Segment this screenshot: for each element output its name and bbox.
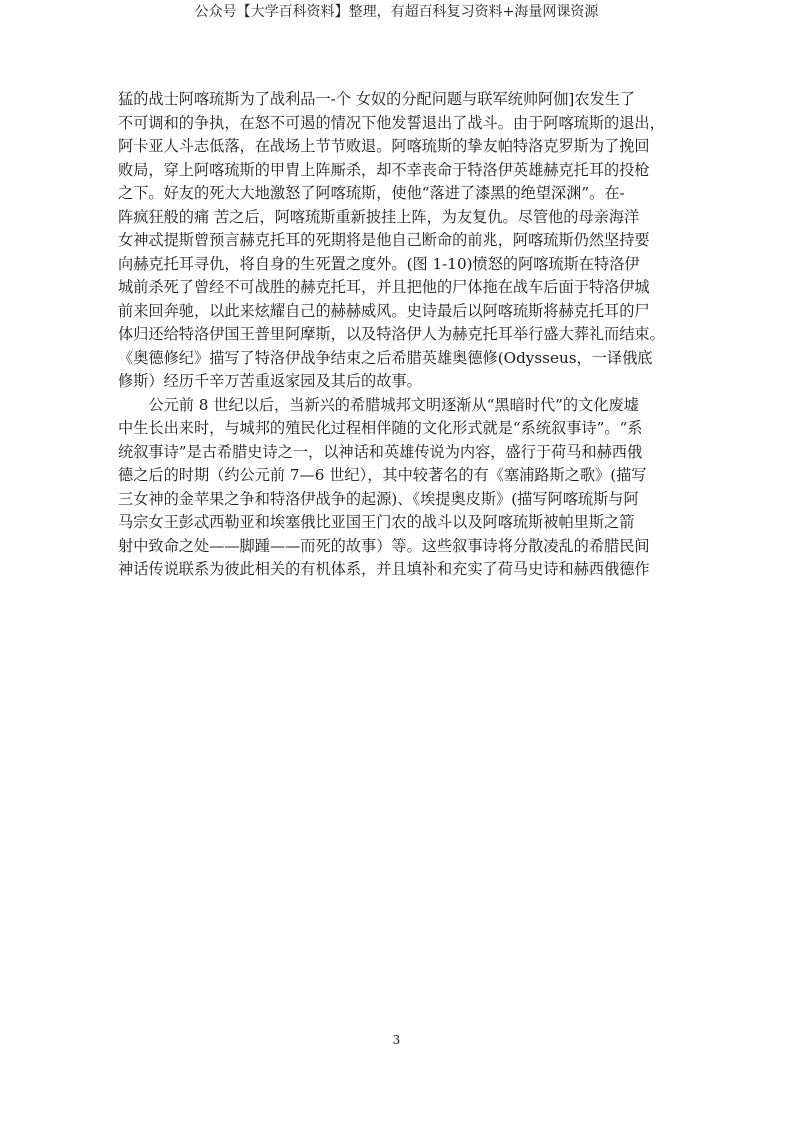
text-line: 公元前 8 世纪以后，当新兴的希腊城邦文明逐渐从“黑暗时代”的文化废墟 (118, 395, 639, 414)
text-line: 中生长出来时，与城邦的殖民化过程相伴随的文化形式就是“系统叙事诗”。“系 (118, 419, 643, 437)
text-line: 德之后的时期（约公元前 7—6 世纪），其中较著名的有《塞浦路斯之歌》(描写 (118, 466, 647, 484)
text-line: 统叙事诗”是古希腊史诗之一，以神话和英雄传说为内容，盛行于荷马和赫西俄 (118, 442, 643, 461)
text-line: 阵疯狂般的痛 苦之后，阿喀琉斯重新披挂上阵，为友复仇。尽管他的母亲海洋 (118, 207, 640, 226)
text-line: 败局，穿上阿喀琉斯的甲胄上阵厮杀，却不幸丧命于特洛伊英雄赫克托耳的投枪 (118, 160, 650, 179)
page-header: 公众号【大学百科资料】整理，有超百科复习资料+海量网课资源 (194, 4, 599, 20)
text-line: 射中致命之处——脚踵——而死的故事）等。这些叙事诗将分散凌乱的希腊民间 (118, 536, 650, 555)
text-line: 三女神的金苹果之争和特洛伊战争的起源)、《埃提奥皮斯》(描写阿喀琉斯与阿 (118, 489, 639, 508)
text-line: 不可调和的争执，在怒不可遏的情况下他发誓退出了战斗。由于阿喀琉斯的退出， (118, 113, 665, 132)
text-line: 修斯）经历千辛万苦重返家园及其后的故事。 (118, 372, 422, 390)
text-line: 体归还给特洛伊国王普里阿摩斯，以及特洛伊人为赫克托耳举行盛大葬礼而结束。 (118, 325, 665, 343)
text-line: 神话传说联系为彼此相关的有机体系，并且填补和充实了荷马史诗和赫西俄德作 (118, 560, 650, 578)
text-line: 马宗女王彭忒西勒亚和埃塞俄比亚国王门农的战斗以及阿喀琉斯被帕里斯之箭 (118, 513, 635, 531)
text-line: 女神忒提斯曾预言赫克托耳的死期将是他自己断命的前兆，阿喀琉斯仍然坚持要 (118, 231, 650, 249)
text-line: 向赫克托耳寻仇，将自身的生死置之度外。(图 1-10)愤怒的阿喀琉斯在特洛伊 (118, 254, 640, 273)
page-number: 3 (392, 1033, 401, 1047)
text-line: 前来回奔驰，以此来炫耀自己的赫赫威风。史诗最后以阿喀琉斯将赫克托耳的尸 (118, 301, 650, 320)
text-line: 之下。好友的死大大地激怒了阿喀琉斯，使他“落进了漆黑的绝望深渊”。在- (118, 184, 625, 202)
text-line: 猛的战士阿喀琉斯为了战利品一-个 女奴的分配问题与联军统帅阿伽]农发生了 (118, 90, 636, 108)
text-line: 阿卡亚人斗志低落，在战场上节节败退。阿喀琉斯的挚友帕特洛克罗斯为了挽回 (118, 137, 650, 155)
body-text (118, 88, 678, 582)
text-line: 《奥德修纪》描写了特洛伊战争结束之后希腊英雄奥德修(Odysseus，一译俄底 (118, 348, 653, 367)
text-line: 城前杀死了曾经不可战胜的赫克托耳，并且把他的尸体拖在战车后面于特洛伊城 (118, 278, 650, 296)
